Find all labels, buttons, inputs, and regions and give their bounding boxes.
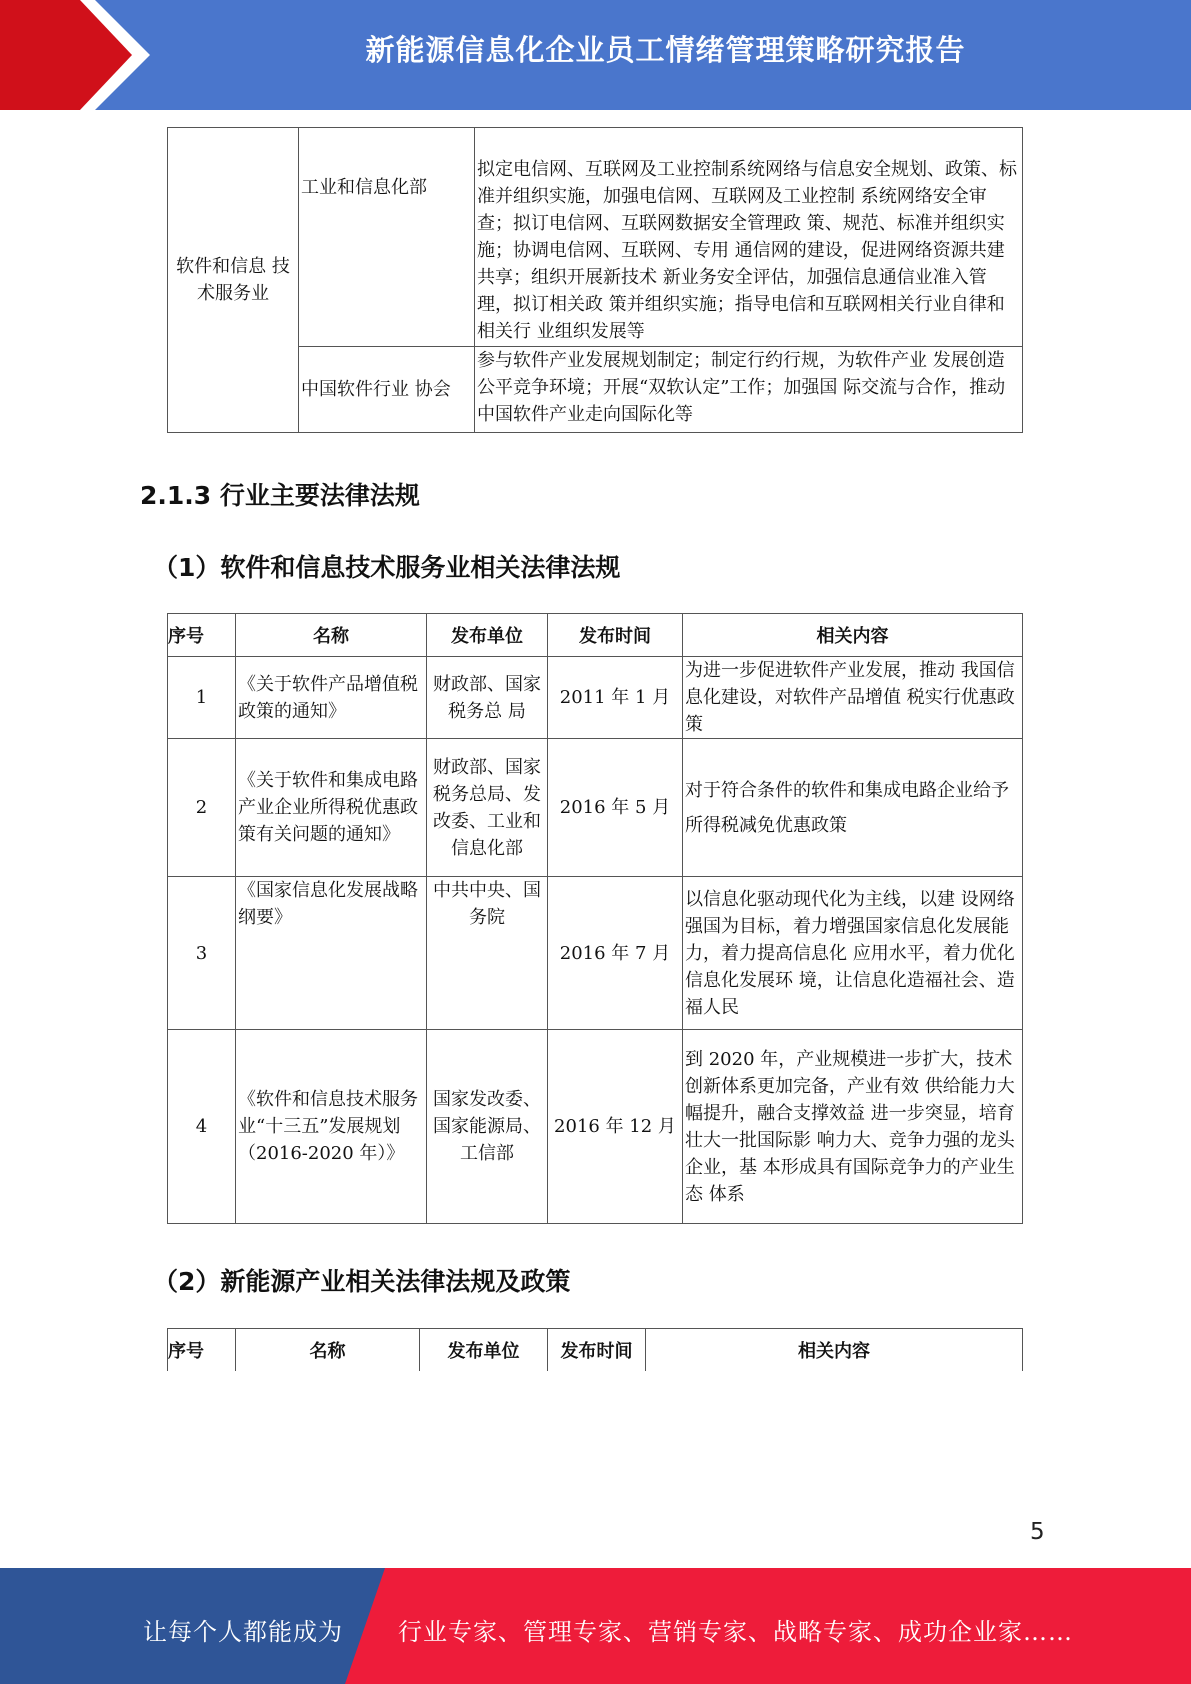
row-issuer: 国家发改委、国家能源局、工信部 [427,1030,548,1224]
subsection-heading-software: （1）软件和信息技术服务业相关法律法规 [153,553,621,582]
new-energy-law-table [167,1328,1023,1371]
department-cell: 工业和信息化部 [299,128,475,347]
col-header-name: 名称 [236,1329,420,1372]
col-header-date: 发布时间 [548,614,683,657]
duty-cell: 参与软件产业发展规划制定；制定行约行规，为软件产业 发展创造公平竞争环境；开展“双软认定”工作；加强国 际交流与合作，推动中国软件产业走向国际化等 [475,347,1023,433]
subsection-heading-new-energy: （2）新能源产业相关法律法规及政策 [153,1267,571,1296]
row-content: 到 2020 年，产业规模进一步扩大，技术创新体系更加完备，产业有效 供给能力大幅提升，融合支撑效益 进一步突显，培育壮大一批国际影 响力大、竞争力强的龙头企业，基 本形成具有国际竞争力的产业生态 体系 [683,1030,1023,1224]
table-row [168,657,1023,739]
row-name: 《国家信息化发展战略纲要》 [236,877,427,1030]
row-name: 《软件和信息技术服务业“十三五”发展规划（2016-2020 年）》 [236,1030,427,1224]
footer-slogan-left: 让每个人都能成为 [143,1618,343,1646]
row-date: 2016 年 12 月 [548,1030,683,1224]
page-number: 5 [1030,1519,1045,1545]
duty-cell: 拟定电信网、互联网及工业控制系统网络与信息安全规划、政策、标准并组织实施，加强电信网、互联网及工业控制 系统网络安全审查；拟订电信网、互联网数据安全管理政 策、规范、标准并组织实施；协调电信网、互联网、专用 通信网的建设，促进网络资源共建共享；组织开展新技术 新业务安全评估，加强信息通信业准入管理，拟订相关政 策并组织实施；指导电信和互联网相关行业自律和相关行 业组织发展等 [475,128,1023,347]
report-title: 新能源信息化企业员工情绪管理策略研究报告 [365,33,966,67]
industry-category-cell: 软件和信息 技术服务业 [168,128,299,433]
row-name: 《关于软件产品增值税政策的通知》 [236,657,427,739]
org-responsibility-table [167,127,1023,433]
table-row [168,1030,1023,1224]
table-row [168,739,1023,877]
page-header [0,0,1191,110]
row-no: 3 [168,877,236,1030]
row-date: 2016 年 5 月 [548,739,683,877]
col-header-name: 名称 [236,614,427,657]
row-issuer: 财政部、国家税务总局、发改委、工业和信息化部 [427,739,548,877]
row-content: 以信息化驱动现代化为主线，以建 设网络强国为目标，着力增强国家信息化发展能力，着力提高信息化 应用水平，着力优化信息化发展环 境，让信息化造福社会、造福人民 [683,877,1023,1030]
row-issuer: 中共中央、国务院 [427,877,548,1030]
row-no: 2 [168,739,236,877]
col-header-no: 序号 [168,1329,236,1372]
table-header-row [168,614,1023,657]
row-content: 为进一步促进软件产业发展，推动 我国信息化建设，对软件产品增值 税实行优惠政策 [683,657,1023,739]
row-no: 1 [168,657,236,739]
department-cell: 中国软件行业 协会 [299,347,475,433]
col-header-issuer: 发布单位 [420,1329,548,1372]
footer-slogan-right: 行业专家、管理专家、营销专家、战略专家、成功企业家…… [398,1618,1073,1646]
col-header-date: 发布时间 [548,1329,646,1372]
row-no: 4 [168,1030,236,1224]
section-heading: 2.1.3 行业主要法律法规 [140,481,420,510]
table-header-row [168,1329,1023,1372]
row-issuer: 财政部、国家税务总 局 [427,657,548,739]
row-date: 2016 年 7 月 [548,877,683,1030]
row-name: 《关于软件和集成电路产业企业所得税优惠政策有关问题的通知》 [236,739,427,877]
row-content: 对于符合条件的软件和集成电路企业给予所得税减免优惠政策 [683,739,1023,877]
col-header-content: 相关内容 [683,614,1023,657]
col-header-content: 相关内容 [646,1329,1023,1372]
col-header-no: 序号 [168,614,236,657]
software-law-table [167,613,1023,1224]
row-date: 2011 年 1 月 [548,657,683,739]
col-header-issuer: 发布单位 [427,614,548,657]
table-row [168,877,1023,1030]
table-row [168,128,1023,347]
